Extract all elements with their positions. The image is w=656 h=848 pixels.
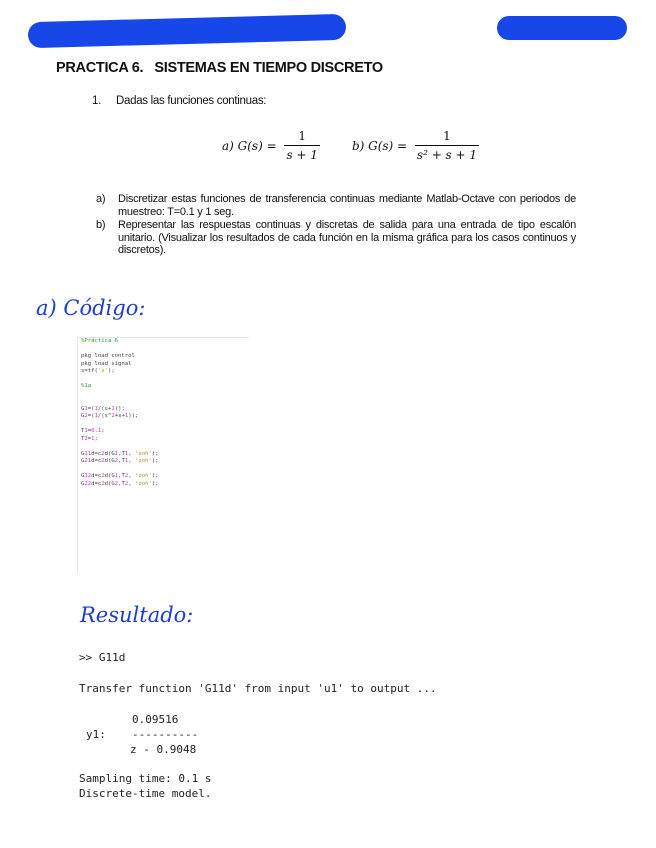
code-line: [81, 466, 249, 474]
question-text: Dadas las funciones continuas:: [116, 95, 267, 107]
handwritten-codigo-heading: a) Código:: [36, 296, 146, 320]
code-line: pkg load signal: [81, 360, 132, 367]
formula-b-numerator: 1: [443, 129, 451, 143]
console-output-label: y1:: [86, 728, 106, 741]
transfer-functions: [222, 129, 479, 162]
task-text: Discretizar estas funciones de transferencia continuas mediante Matlab-Octave con periodos de muestreo: T=0.1 y 1 seg.: [118, 193, 576, 218]
code-line: T1=0.1;: [81, 428, 105, 434]
console-fraction-bar: ----------: [132, 728, 199, 741]
formula-b: [352, 129, 479, 162]
code-line: [81, 376, 249, 384]
formula-a-denominator: s + 1: [284, 145, 319, 162]
code-line: s=tf('s');: [81, 368, 115, 374]
question-1: [92, 95, 266, 107]
task-text: Representar las respuestas continuas y discretas de salida para una entrada de tipo escalón unitario. (Visualizar los resultados de cada función en la misma gráfica para los casos continuos y discretos).: [118, 219, 576, 256]
code-line: T2=1;: [81, 435, 98, 442]
formula-a-numerator: 1: [298, 129, 307, 143]
code-line: [81, 398, 249, 406]
handwritten-resultado-heading: Resultado:: [80, 603, 194, 627]
code-line: [81, 391, 249, 399]
question-number: 1.: [92, 95, 101, 107]
formula-b-prefix: b) G(s) =: [351, 138, 411, 153]
redaction-id-bar: [497, 16, 627, 40]
console-denominator: z - 0.9048: [130, 743, 197, 756]
code-line: G2=(1/(s^2+s+1));: [81, 413, 139, 419]
code-line: [81, 443, 249, 451]
code-line: G12d=c2d(G1,T2, 'zoh');: [81, 473, 159, 479]
page-title: PRACTICA 6. SISTEMAS EN TIEMPO DISCRETO: [56, 60, 383, 76]
code-screenshot: [77, 337, 249, 573]
code-line: %Práctica 6: [81, 338, 119, 344]
console-numerator: 0.09516: [132, 713, 179, 726]
code-line: [81, 421, 249, 429]
console-sampling-time: Sampling time: 0.1 s: [79, 772, 212, 785]
task-item: [96, 219, 576, 257]
code-line: G22d=c2d(G2,T2, 'zoh');: [81, 480, 159, 487]
formula-a: [222, 129, 320, 162]
task-letter: b): [96, 219, 106, 231]
code-line: G21d=c2d(G2,T1, 'zoh');: [81, 458, 159, 464]
task-item: [96, 193, 576, 218]
formula-b-denominator: s² + s + 1: [415, 145, 479, 162]
formula-b-fraction: [415, 129, 479, 162]
console-transfer-line: Transfer function 'G11d' from input 'u1' to output ...: [79, 682, 437, 695]
code-line: [81, 346, 249, 354]
console-model-type: Discrete-time model.: [79, 787, 212, 800]
task-letter: a): [96, 193, 106, 205]
formula-a-fraction: [284, 129, 319, 162]
console-command: >> G11d: [79, 651, 126, 664]
formula-a-prefix: a) G(s) =: [222, 138, 281, 153]
code-line: pkg load control: [81, 353, 135, 359]
code-line: G1=(1/(s+1));: [81, 405, 125, 412]
code-line: G11d=c2d(G1,T1, 'zoh');: [81, 450, 159, 457]
redaction-name-bar: [28, 14, 347, 48]
code-line: %1a: [81, 383, 92, 389]
task-list: [96, 193, 576, 258]
